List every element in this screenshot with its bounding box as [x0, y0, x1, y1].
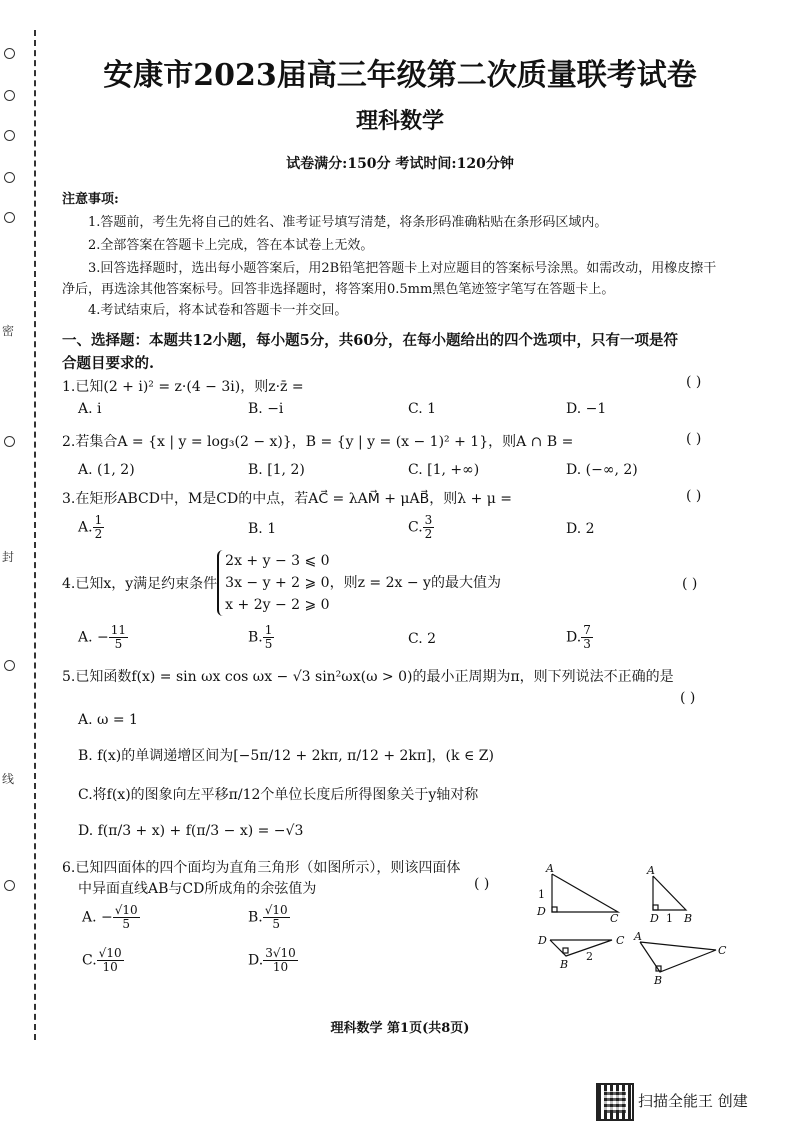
- section-heading: 一、选择题：本题共12小题，每小题5分，共60分，在每小题给出的四个选项中，只有一项是符: [62, 332, 678, 349]
- option-c: C. 2: [408, 631, 437, 647]
- label-d: D: [538, 934, 547, 947]
- label-1: 1: [538, 888, 545, 901]
- option-a: A. ω = 1: [78, 712, 138, 728]
- label-b: B: [560, 958, 569, 971]
- option-d: D. $\frac{3√10}{10}$: [248, 946, 296, 974]
- binding-hole: [4, 660, 15, 671]
- label-1: 1: [666, 912, 673, 925]
- question-5: 5.已知函数f(x) = sin ωx cos ωx − √3 sin²ωx(ω > 0)的最小正周期为π，则下列说法不正确的是: [62, 669, 674, 685]
- option-d: D. −1: [566, 401, 607, 417]
- option-b: B. [1, 2): [248, 462, 305, 478]
- note-item: 1.答题前，考生先将自己的姓名、准考证号填写清楚，将条形码准确粘贴在条形码区域内。: [88, 215, 608, 230]
- answer-blank: ( ): [474, 876, 490, 892]
- option-c: C. 1: [408, 401, 437, 417]
- label-b: B: [654, 974, 663, 987]
- binding-hole: [4, 172, 15, 183]
- label-d: D: [650, 912, 659, 925]
- option-c: C. [1, +∞): [408, 462, 480, 478]
- tetrahedron-faces-figure: [528, 862, 760, 992]
- option-a: A. − $\frac{√10}{5}$: [82, 903, 138, 931]
- page-footer: 理科数学 第1页(共8页): [330, 1021, 470, 1036]
- scanner-watermark: 扫描全能王 创建: [638, 1092, 748, 1110]
- option-d: D. $\frac{7}{3}$: [566, 623, 591, 651]
- note-item: 4.考试结束后，将本试卷和答题卡一并交回。: [88, 303, 348, 318]
- question-3: 3.在矩形ABCD中，M是CD的中点，若AC⃗ = λAM⃗ + μAB⃗，则λ + μ =: [62, 491, 513, 507]
- exam-title: 安康市2023届高三年级第二次质量联考试卷: [103, 58, 697, 93]
- option-a: A. i: [78, 401, 102, 417]
- option-c: C. $\frac{3}{2}$: [408, 513, 433, 541]
- label-a: A: [634, 930, 642, 943]
- option-b: B. $\frac{1}{5}$: [248, 623, 273, 651]
- answer-blank: ( ): [686, 374, 702, 390]
- right-angle-mark: [552, 907, 557, 912]
- label-c: C: [718, 944, 727, 957]
- label-a: A: [546, 862, 554, 875]
- right-angle-mark: [653, 905, 658, 910]
- qr-code-icon: [596, 1083, 634, 1121]
- triangle-adc: [552, 874, 618, 912]
- triangle-acb: [640, 942, 716, 972]
- option-d: D. (−∞, 2): [566, 462, 638, 478]
- option-d: D. f(π/3 + x) + f(π/3 − x) = −√3: [78, 823, 304, 839]
- label-2: 2: [586, 950, 593, 963]
- right-angle-mark: [563, 948, 568, 953]
- option-a: A. $\frac{1}{2}$: [78, 513, 103, 541]
- question-2: 2.若集合A = {x | y = log₃(2 − x)}，B = {y | y = (x − 1)² + 1}，则A ∩ B =: [62, 434, 574, 450]
- option-c: C.将f(x)的图象向左平移π/12个单位长度后所得图象关于y轴对称: [78, 787, 479, 803]
- option-a: A. (1, 2): [78, 462, 135, 478]
- question-1: 1.已知(2 + i)² = z·(4 − 3i)，则z·z̄ =: [62, 379, 304, 395]
- note-item: 净后，再选涂其他答案标号。回答非选择题时，将答案用0.5mm黑色笔迹签字笔写在答题卡上。: [62, 282, 615, 297]
- binding-hole: [4, 880, 15, 891]
- binding-hole: [4, 212, 15, 223]
- label-c: C: [610, 912, 619, 925]
- note-item: 2.全部答案在答题卡上完成，答在本试卷上无效。: [88, 238, 374, 253]
- option-a: A. − $\frac{11}{5}$: [78, 623, 127, 651]
- answer-blank: ( ): [680, 690, 696, 706]
- answer-blank: ( ): [686, 488, 702, 504]
- note-item: 3.回答选择题时，选出每小题答案后，用2B铅笔把答题卡上对应题目的答案标号涂黑。如需改动，用橡皮擦干: [88, 261, 717, 276]
- question-6: 6.已知四面体的四个面均为直角三角形（如图所示），则该四面体: [62, 860, 461, 876]
- label-b: B: [684, 912, 693, 925]
- question-4: 4.已知x，y满足约束条件 2x + y − 3 ⩽ 0 3x − y + 2 ⩾ 0，则z = 2x − y的最大值为 x + 2y − 2 ⩾ 0: [62, 550, 501, 616]
- subject-title: 理科数学: [355, 108, 444, 134]
- side-char: 封: [2, 550, 15, 564]
- answer-blank: ( ): [682, 576, 698, 592]
- label-c: C: [616, 934, 625, 947]
- side-char: 密: [2, 324, 15, 338]
- option-b: B. −i: [248, 401, 284, 417]
- option-d: D. 2: [566, 521, 595, 537]
- option-b: B. $\frac{√10}{5}$: [248, 903, 288, 931]
- section-heading-cont: 合题目要求的.: [62, 355, 155, 372]
- label-d: D: [537, 905, 546, 918]
- exam-meta: 试卷满分:150分 考试时间:120分钟: [286, 156, 514, 172]
- question-6-cont: 中异面直线AB与CD所成角的余弦值为: [78, 881, 317, 897]
- option-b: B. f(x)的单调递增区间为[−5π/12 + 2kπ, π/12 + 2kπ]，(k ∈ Z): [78, 748, 494, 764]
- option-b: B. 1: [248, 521, 277, 537]
- triangle-dcb: [550, 940, 612, 956]
- side-char: 线: [2, 772, 15, 786]
- notes-heading: 注意事项:: [62, 192, 119, 207]
- label-a: A: [647, 864, 655, 877]
- binding-line: [34, 30, 36, 1040]
- answer-blank: ( ): [686, 431, 702, 447]
- binding-hole: [4, 436, 15, 447]
- option-c: C. $\frac{√10}{10}$: [82, 946, 122, 974]
